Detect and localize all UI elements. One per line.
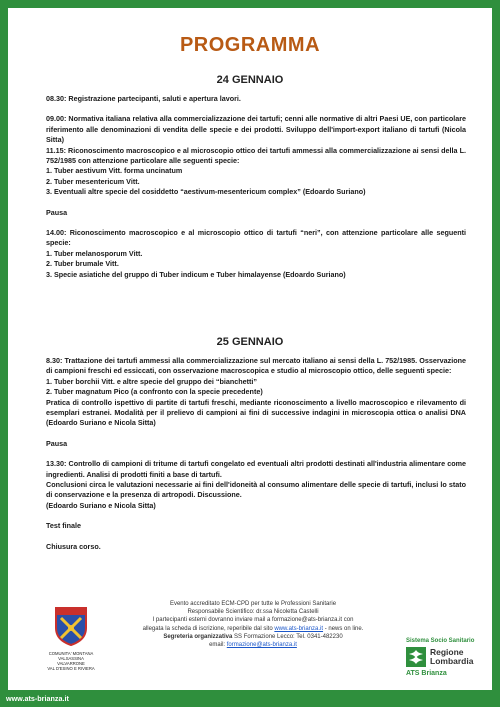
regione-name-1: Regione xyxy=(430,647,464,657)
list-item: 3. Eventuali altre specie del cosiddetto “aestivum-mesentericum complex” (Edoardo Suriano) xyxy=(46,187,366,197)
closing: Chiusura corso. xyxy=(46,541,101,551)
session-1330: 13.30: Controllo di campioni di tritume di tartufi congelato ed eventuali altri prodotti destinati all'industria alimentare come ingredienti. Analisi di prodotti finiti a base di tartufi. xyxy=(46,459,466,479)
conclusions: Conclusioni circa le valutazioni necessarie ai fini dell'idoneità al consumo alimentare delle specie di tartufi, inclusi lo stato di conservazione e la presenza di artropodi. Discussione. xyxy=(46,480,466,500)
session-1115: 11.15: Riconoscimento macroscopico e al microscopio ottico dei tartufi ammessi alla commercializzazione ai sensi della L. 752/1985 con attenzione particolare alle seguenti specie: xyxy=(46,145,466,166)
ats-brianza-label: ATS Brianza xyxy=(406,670,447,677)
day1-morning-session xyxy=(46,94,466,280)
list-item: 2. Tuber magnatum Pico (a confronto con la specie precedente) xyxy=(46,387,263,397)
day2-sessions xyxy=(46,356,466,552)
list-item: 3. Specie asiatiche del gruppo di Tuber indicum e Tuber himalayense (Edoardo Suriano) xyxy=(46,269,346,279)
comunita-montana-crest xyxy=(46,606,96,671)
scientific-lead-line: Responsabile Scientifico: dr.ssa Nicoletta Castelli xyxy=(187,609,319,616)
sistema-socio-sanitario-label: Sistema Socio Sanitario xyxy=(406,638,475,644)
day1-heading: 24 GENNAIO xyxy=(216,74,284,86)
session-1330-authors: (Edoardo Suriano e Nicola Sitta) xyxy=(46,500,156,510)
list-item: 1. Tuber borchii Vitt. e altre specie del gruppo dei “bianchetti” xyxy=(46,376,258,386)
day2-heading: 25 GENNAIO xyxy=(216,336,284,348)
regione-rose-icon xyxy=(406,647,426,667)
external-participants-line: I partecipanti esterni dovranno inviare mail a formazione@ats-brianza.it con xyxy=(152,617,354,624)
website-link[interactable]: www.ats-brianza.it xyxy=(274,625,324,632)
crest-caption-1: COMUNITA' MONTANA xyxy=(48,651,94,656)
footer-info xyxy=(128,600,378,649)
secretariat-line: Segreteria organizzativa SS Formazione Lecco: Tel. 0341-482230 xyxy=(163,633,343,640)
final-test: Test finale xyxy=(46,521,82,531)
pausa-label: Pausa xyxy=(46,438,68,448)
pausa-label: Pausa xyxy=(46,207,68,217)
email-line: email: formazione@ats-brianza.it xyxy=(209,642,297,649)
crest-caption-3: VAL D'ESINO E RIVIERA xyxy=(47,666,95,671)
website-url: www.ats-brianza.it xyxy=(6,694,69,703)
list-item: 2. Tuber mesentericum Vitt. xyxy=(46,176,140,186)
regione-lombardia-logo xyxy=(406,638,500,677)
session-0830: 8.30: Trattazione dei tartufi ammessi alla commercializzazione sul mercato italiano ai sensi della L. 752/1985. Osservazione di campioni freschi ed essiccati, con osservazione macroscopica e studio al microscopio ottico, delle seguenti specie: xyxy=(46,356,466,376)
session-0900: 09.00: Normativa italiana relativa alla commercializzazione dei tartufi; cenni alle normative di altri Paesi UE, con particolare riferimento alle denominazioni di vendita delle specie e dei prodotti. Sviluppo dell'import-export italiano di tartufi (Nicola Sitta) xyxy=(46,114,466,145)
document-page xyxy=(8,8,492,690)
accreditation-line: Evento accreditato ECM-CPD per tutte le Professioni Sanitarie xyxy=(169,601,337,607)
crest-shield-icon xyxy=(54,606,88,646)
page-title: PROGRAMMA xyxy=(179,34,321,56)
list-item: 2. Tuber brumale Vitt. xyxy=(46,259,119,269)
session-1400: 14.00: Riconoscimento macroscopico e al microscopio ottico di tartufi “neri”, con attenzione particolare alle seguenti specie: xyxy=(46,228,466,248)
regione-name-2: Lombardia xyxy=(430,656,474,666)
crest-caption-2: VALSASSINA VALVARRONE xyxy=(57,656,85,666)
session-0830-practice: Pratica di controllo ispettivo di partite di tartufi freschi, mediante riconoscimento a livello macroscopico e rilevamento di esemplari estranei. Modalità per il prelievo di campioni ai fini di successive indagini in microscopia ottica o analisi DNA (Edoardo Suriano e Nicola Sitta) xyxy=(46,397,466,428)
registration-line: 08.30: Registrazione partecipanti, saluti e apertura lavori. xyxy=(46,94,241,103)
registration-info-line: allegata la scheda di iscrizione, reperibile dal sito www.ats-brianza.it - news on line. xyxy=(142,625,364,632)
email-link[interactable]: formazione@ats-brianza.it xyxy=(226,642,297,649)
list-item: 1. Tuber aestivum Vitt. forma uncinatum xyxy=(46,166,183,176)
list-item: 1. Tuber melanosporum Vitt. xyxy=(46,248,143,258)
